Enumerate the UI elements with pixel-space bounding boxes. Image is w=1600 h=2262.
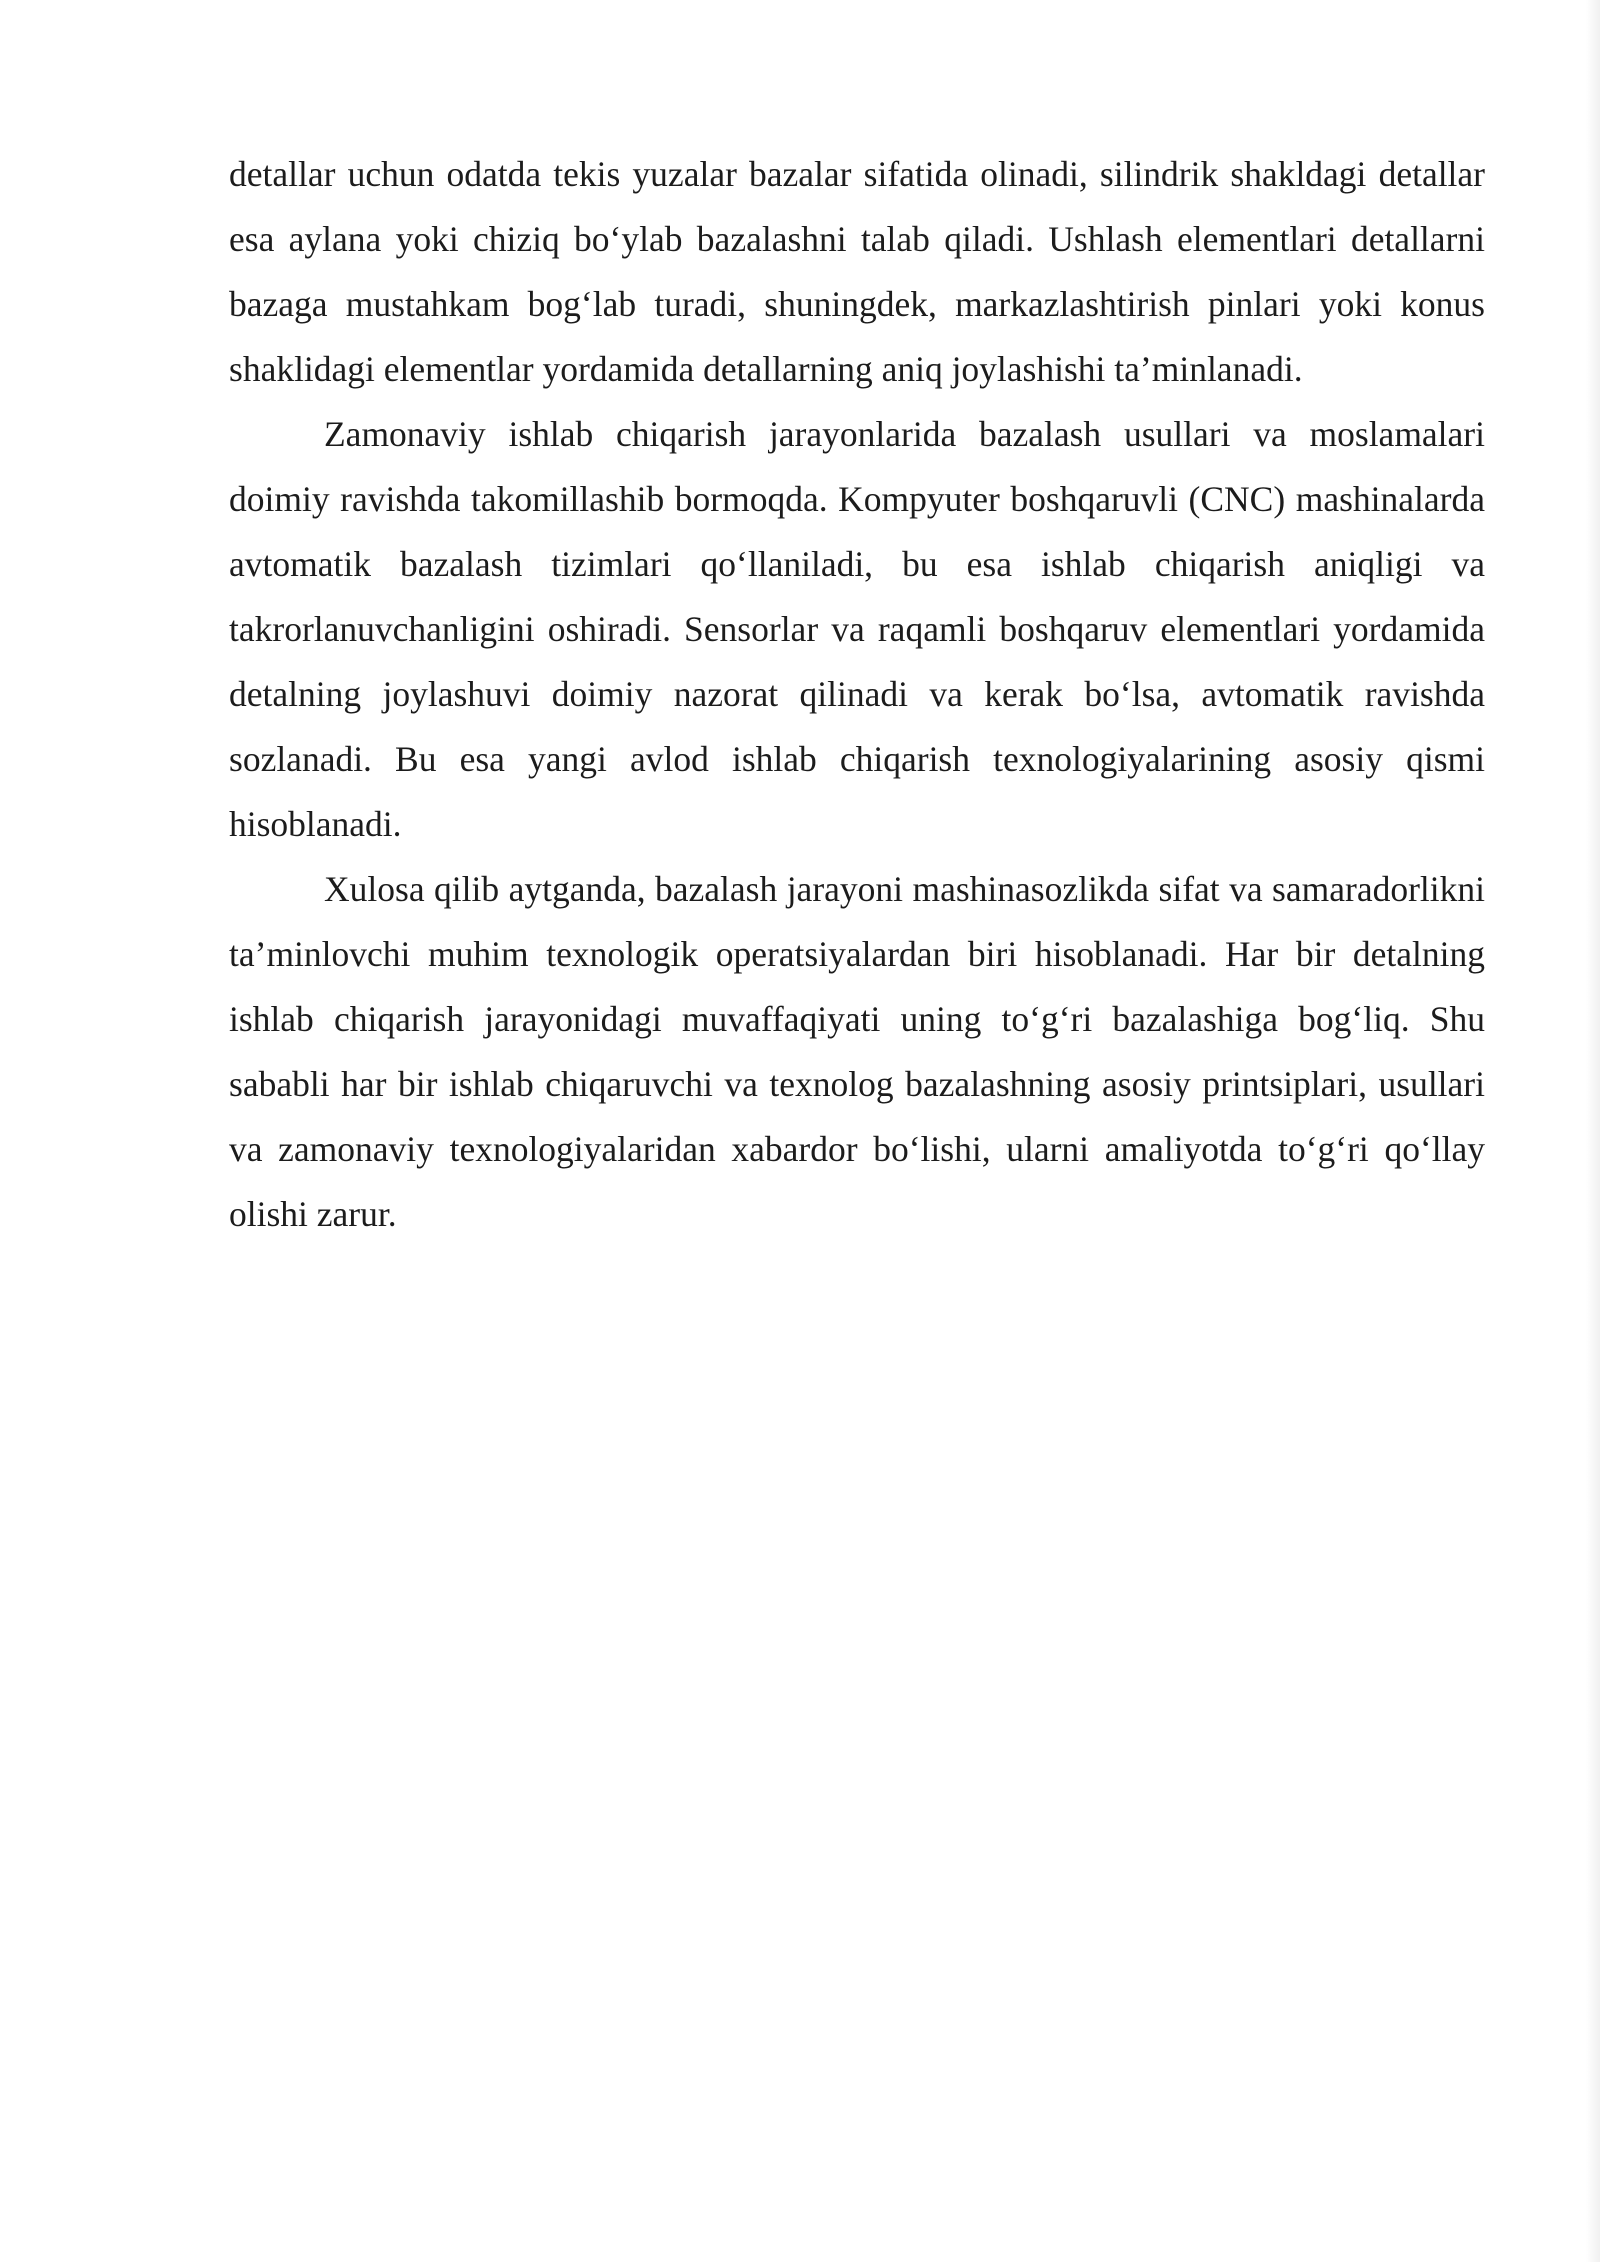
paragraph-bazalash-elements: detallar uchun odatda tekis yuzalar bazalar sifatida olinadi, silindrik shakldagi detallar esa aylana yoki chiziq bo‘ylab bazalashni talab qiladi. Ushlash elementlari detallarni bazaga mustahkam bog‘lab turadi, shuningdek, markazlashtirish pinlari yoki konus shaklidagi elementlar yordamida detallarning aniq joylashishi ta’minlanadi. (229, 154, 1485, 389)
paragraph-conclusion: Xulosa qilib aytganda, bazalash jarayoni mashinasozlikda sifat va samaradorlikni ta’minlovchi muhim texnologik operatsiyalardan biri hisoblanadi. Har bir detalning ishlab chiqarish jarayonidagi muvaffaqiyati uning to‘g‘ri bazalashiga bog‘liq. Shu sababli har bir ishlab chiqaruvchi va texnolog bazalashning asosiy printsiplari, usullari va zamonaviy texnologiyalaridan xabardor bo‘lishi, ularni amaliyotda to‘g‘ri qo‘llay olishi zarur. (229, 869, 1485, 1234)
document-body (229, 142, 1485, 1247)
page-edge-shadow (1586, 0, 1600, 2262)
paragraph-modern-production: Zamonaviy ishlab chiqarish jarayonlarida bazalash usullari va moslamalari doimiy ravishda takomillashib bormoqda. Kompyuter boshqaruvli (CNC) mashinalarda avtomatik bazalash tizimlari qo‘llaniladi, bu esa ishlab chiqarish aniqligi va takrorlanuvchanligini oshiradi. Sensorlar va raqamli boshqaruv elementlari yordamida detalning joylashuvi doimiy nazorat qilinadi va kerak bo‘lsa, avtomatik ravishda sozlanadi. Bu esa yangi avlod ishlab chiqarish texnologiyalarining asosiy qismi hisoblanadi. (229, 414, 1485, 844)
